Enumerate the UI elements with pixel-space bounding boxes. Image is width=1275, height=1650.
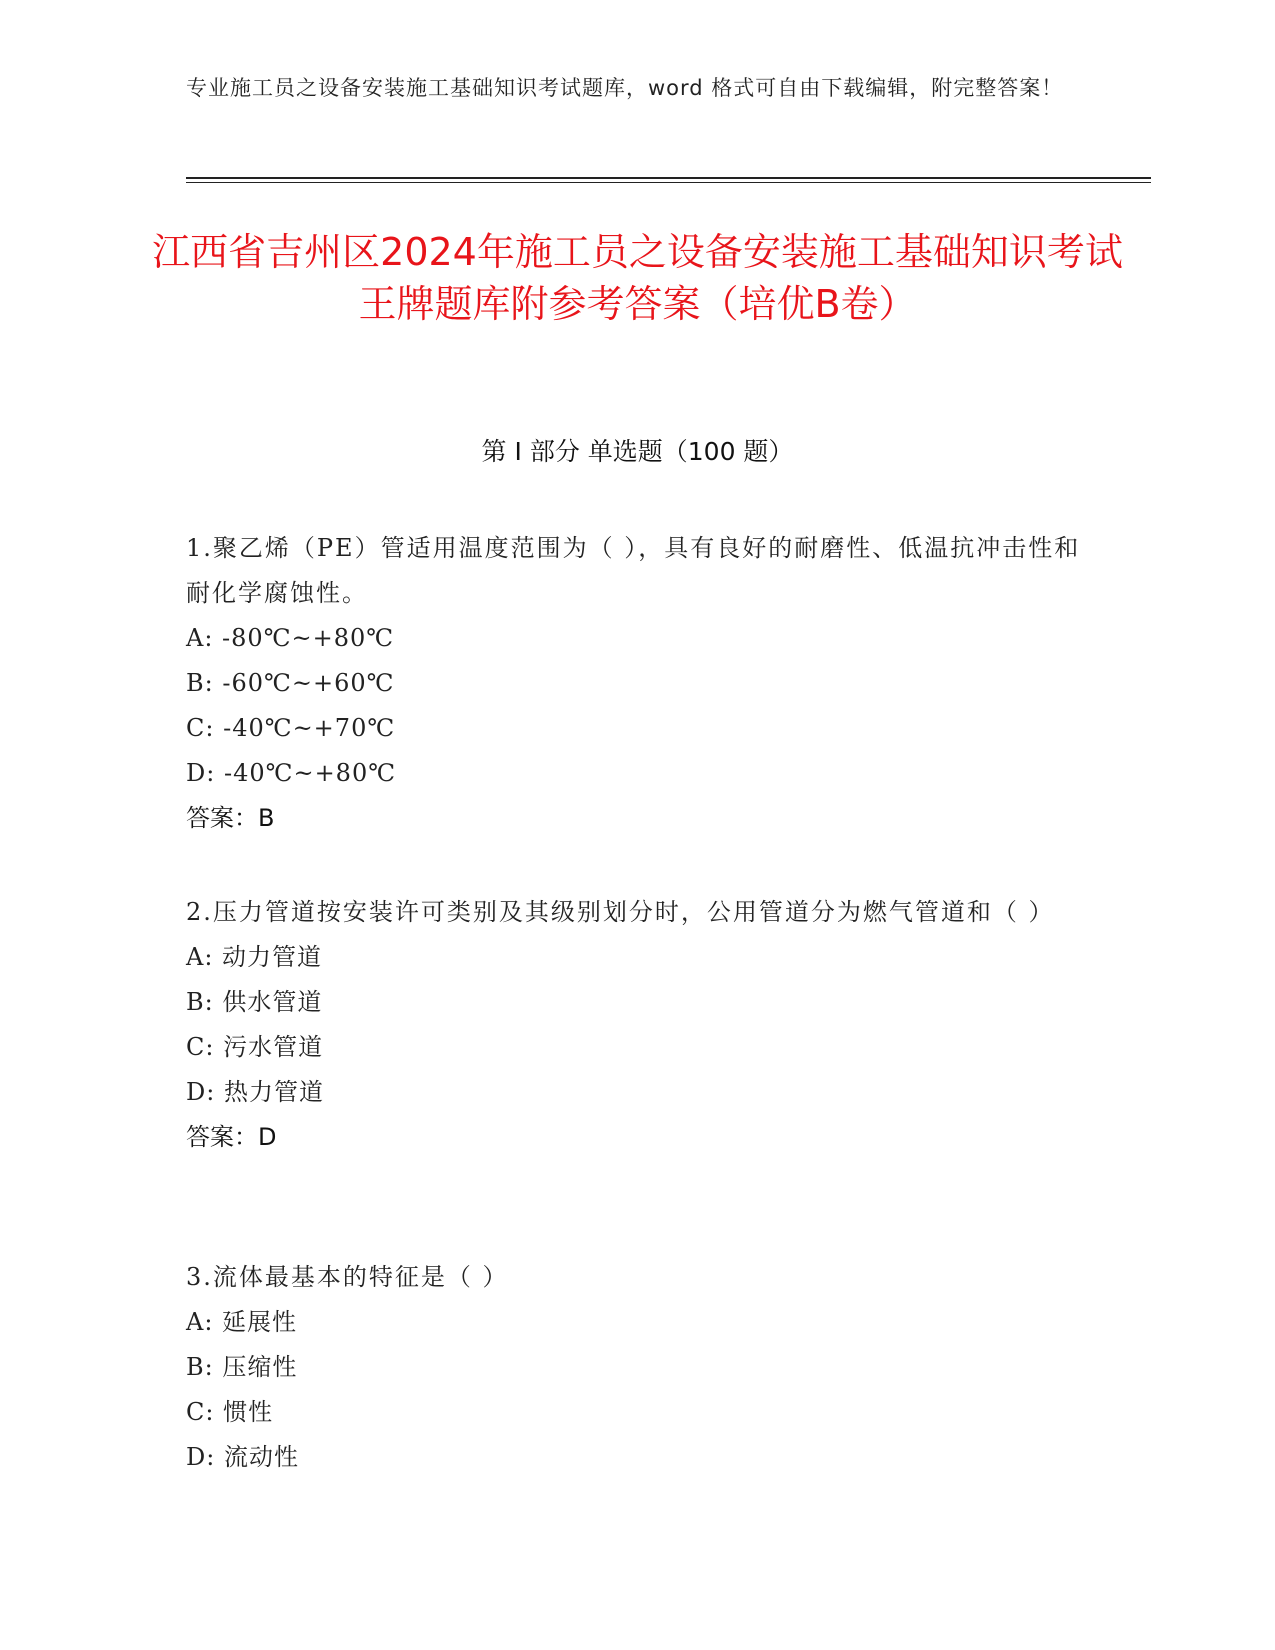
header-rule-thin — [186, 182, 1151, 183]
question-stem: 3.流体最基本的特征是（ ） — [186, 1263, 509, 1291]
option-b: B: -60℃~+60℃ — [186, 669, 395, 697]
section-title: 第 I 部分 单选题（100 题） — [481, 437, 794, 466]
answer-line: 答案：D — [186, 1123, 277, 1151]
option-a: A: -80℃~+80℃ — [186, 624, 395, 652]
header-rule-thick — [186, 177, 1151, 179]
question-stem: 1.聚乙烯（PE）管适用温度范围为（ ），具有良好的耐磨性、低温抗冲击性和耐化学腐蚀性。 — [186, 534, 1081, 607]
option-b: B: 压缩性 — [186, 1353, 298, 1381]
question-1 — [186, 526, 1086, 841]
question-stem: 2.压力管道按安装许可类别及其级别划分时，公用管道分为燃气管道和（ ） — [186, 898, 1055, 926]
question-3 — [186, 1255, 1086, 1480]
option-c: C: -40℃~+70℃ — [186, 714, 396, 742]
option-d: D: 流动性 — [186, 1443, 299, 1471]
option-c: C: 惯性 — [186, 1398, 274, 1426]
option-c: C: 污水管道 — [186, 1033, 324, 1061]
question-2 — [186, 890, 1086, 1160]
document-title: 江西省吉州区2024年施工员之设备安装施工基础知识考试王牌题库附参考答案（培优B卷） — [152, 230, 1123, 326]
option-b: B: 供水管道 — [186, 988, 323, 1016]
header-note: 专业施工员之设备安装施工基础知识考试题库，word 格式可自由下载编辑，附完整答案！ — [186, 76, 1064, 100]
option-d: D: 热力管道 — [186, 1078, 324, 1106]
option-a: A: 动力管道 — [186, 943, 323, 971]
option-d: D: -40℃~+80℃ — [186, 759, 397, 787]
answer-line: 答案：B — [186, 804, 275, 832]
option-a: A: 延展性 — [186, 1308, 298, 1336]
